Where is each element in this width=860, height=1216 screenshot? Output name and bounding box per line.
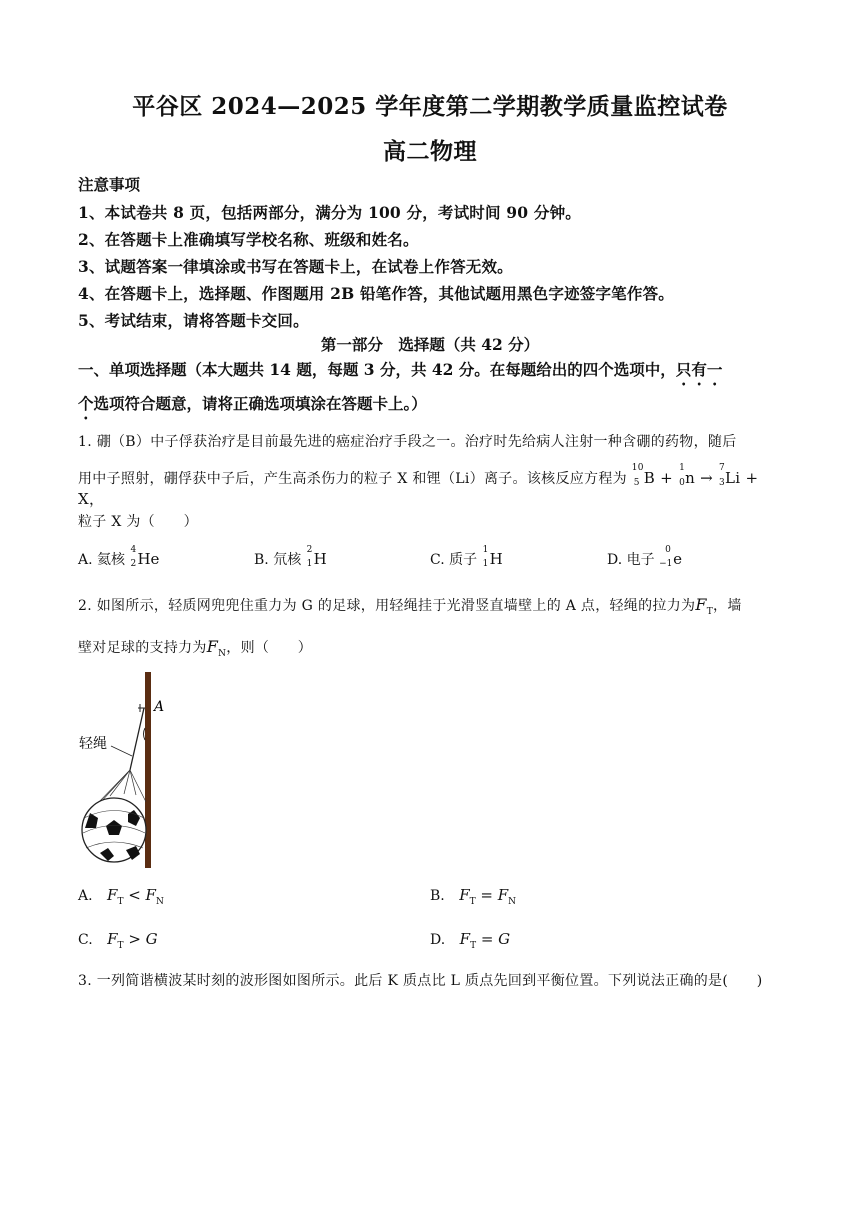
option-symbol: He (137, 550, 160, 568)
q1-option-b[interactable]: B. 氘核 2 1 H (254, 545, 327, 569)
q1-stem-text: 用中子照射，硼俘获中子后，产生高杀伤力的粒子 X 和锂（Li）离子。该核反应方程为 (78, 471, 627, 487)
note-item: 4、在答题卡上，选择题、作图题用 2B 铅笔作答，其他试题用黑色字迹签字笔作答。 (78, 284, 674, 303)
label-rope: 轻绳 (79, 736, 107, 752)
q2-option-c[interactable] (78, 930, 158, 951)
q2-option-a[interactable] (78, 886, 164, 907)
option-label: C. (78, 932, 93, 948)
exam-subject: 高二物理 (383, 138, 477, 165)
q1-option-c[interactable]: C. 质子 1 1 H (430, 545, 503, 569)
note-item: 1、本试卷共 8 页，包括两部分，满分为 100 分，考试时间 90 分钟。 (78, 203, 581, 222)
q2-line2: 壁对足球的支持力为$F_N$，则（ ） (78, 637, 313, 659)
notes-heading: 注意事项 (78, 175, 141, 194)
q2-line1: 2. 如图所示，轻质网兜兜住重力为 G 的足球，用轻绳挂于光滑竖直墙壁上的 A 点，轻绳的拉力为$F_T$，墙 (78, 595, 742, 617)
q1-line1: 1. 硼（B）中子俘获治疗是目前最先进的癌症治疗手段之一。治疗时先给病人注射一种含硼的药物，随后 (78, 434, 737, 450)
option-expression: $F_T = F_N$ (459, 886, 517, 907)
section-text: 一、单项选择题（本大题共 14 题，每题 3 分，共 42 分。在每题给出的四个选项中， (78, 360, 676, 379)
option-label: D. (430, 932, 446, 948)
section-text: 选项符合题意，请将正确选项填涂在答题卡上。） (93, 394, 427, 413)
option-expression: $F_T < F_N$ (107, 886, 164, 907)
angle-arc (144, 728, 146, 740)
option-symbol: H (489, 550, 503, 568)
q2-option-d[interactable] (430, 930, 510, 951)
option-expression: $F_T = G$ (459, 930, 511, 951)
q2-figure (76, 668, 176, 878)
q2-tension-symbol: F (695, 595, 707, 614)
q1-option-d[interactable]: D. 电子 0 −1 e (607, 545, 682, 569)
note-item: 3、试题答案一律填涂或书写在答题卡上，在试卷上作答无效。 (78, 257, 513, 276)
note-item: 5、考试结束，请将答题卡交回。 (78, 311, 309, 330)
wall (145, 672, 151, 868)
option-label: A. 氦核 (78, 552, 126, 568)
option-label: D. 电子 (607, 552, 655, 568)
rope-pointer (111, 746, 132, 756)
section-instructions (78, 355, 790, 423)
ball-wall-diagram (76, 668, 176, 878)
rope (130, 708, 144, 770)
option-symbol: e (673, 550, 682, 568)
option-label: A. (78, 888, 93, 904)
q1-equation: 10 5 B + 1 0 n → 7 3 Li + X， (78, 463, 759, 508)
option-symbol: H (313, 550, 327, 568)
part-one-heading: 第一部分 选择题（共 42 分） (320, 335, 540, 354)
note-item: 2、在答题卡上准确填写学校名称、班级和姓名。 (78, 230, 419, 249)
q2-stem-text: 2. 如图所示，轻质网兜兜住重力为 G 的足球，用轻绳挂于光滑竖直墙壁上的 A 点，轻绳的拉力为 (78, 598, 696, 614)
option-label: B. (430, 888, 445, 904)
q2-normal-symbol: F (206, 637, 219, 656)
option-expression: $F_T > G$ (107, 930, 158, 951)
option-label: C. 质子 (430, 552, 478, 568)
q2-stem-text: ，墙 (713, 598, 742, 614)
q1-option-a[interactable]: A. 氦核 4 2 He (78, 545, 160, 569)
section-emphasis: 个 (78, 394, 94, 413)
q2-option-b[interactable] (430, 886, 516, 907)
q2-stem-text: 壁对足球的支持力为 (78, 640, 207, 656)
q2-stem-text: ，则（ ） (226, 640, 313, 656)
exam-title: 平谷区 2024—2025 学年度第二学期教学质量监控试卷 (132, 93, 728, 120)
option-label: B. 氘核 (254, 552, 302, 568)
section-emphasis: 只有一 (675, 360, 723, 379)
label-a: A (154, 699, 165, 715)
q1-line2 (78, 463, 788, 509)
q1-line3: 粒子 X 为（ ） (78, 514, 198, 530)
q3-line1: 3. 一列简谐横波某时刻的波形图如图所示。此后 K 质点比 L 质点先回到平衡位置。下列说法正确的是( ) (78, 973, 763, 989)
